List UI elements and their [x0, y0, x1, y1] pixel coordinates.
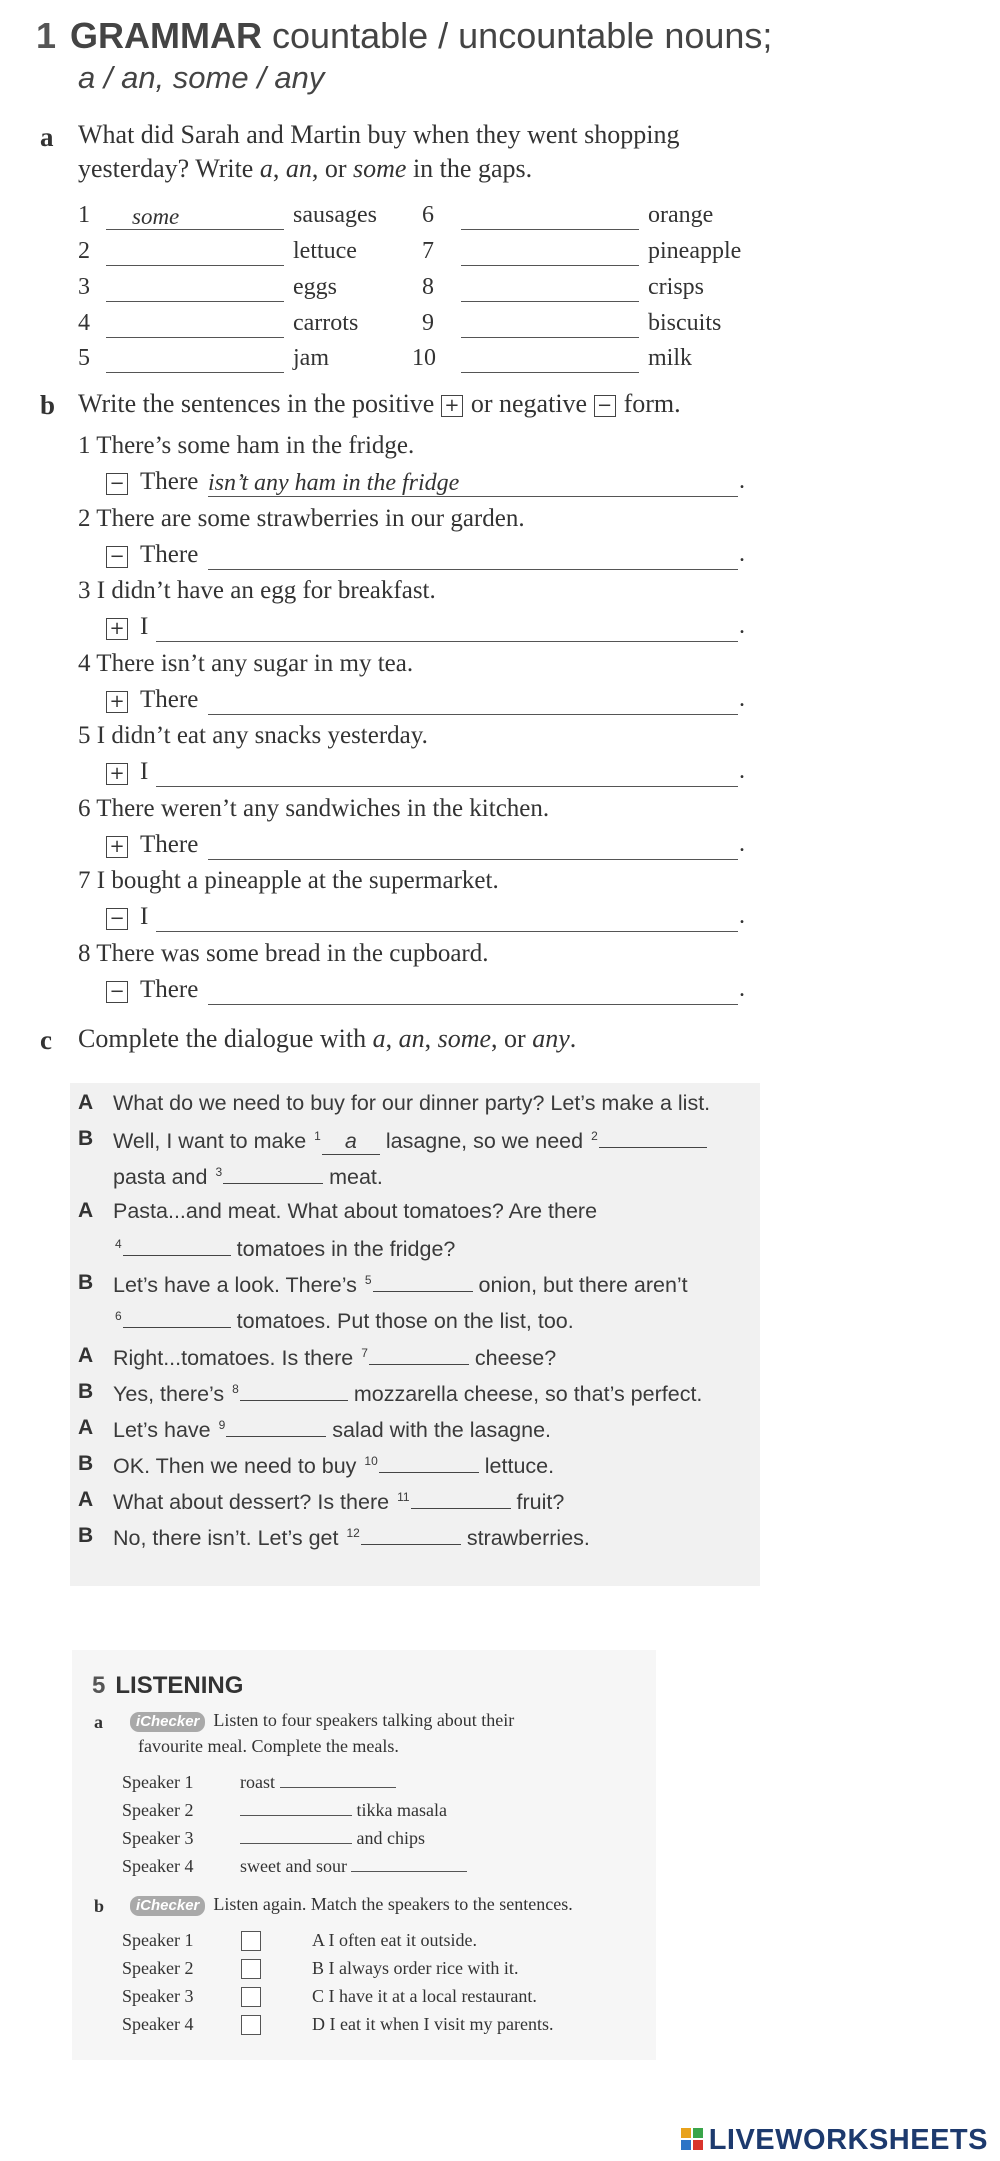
question-sentence: 3 I didn’t have an egg for breakfast. — [78, 577, 436, 604]
match-option: D I eat it when I visit my parents. — [312, 2014, 554, 2034]
item-word: milk — [648, 345, 693, 371]
dialogue-text: salad with the lasagne. — [332, 1418, 552, 1442]
answer-gap[interactable] — [461, 312, 639, 338]
full-stop: . — [739, 975, 745, 1002]
gap-number: 8 — [232, 1381, 239, 1396]
speaker-label: Speaker 3 — [122, 1986, 194, 2006]
subtopic-text: a / an, some / any — [78, 60, 325, 95]
item-number: 1 — [78, 202, 90, 228]
answer-line[interactable]: isn’t any ham in the fridge — [208, 470, 738, 497]
item-word: sausages — [293, 202, 377, 228]
part-b-instruction-mid: or negative — [470, 389, 588, 418]
match-checkbox[interactable] — [241, 1931, 261, 1951]
dialogue-text: tomatoes in the fridge? — [236, 1237, 456, 1261]
dialogue-text: lettuce. — [484, 1454, 555, 1478]
dialogue-text: meat. — [329, 1165, 383, 1189]
item-word: carrots — [293, 310, 359, 336]
dialogue-text: Well, I want to make — [113, 1129, 307, 1153]
gap-number: 6 — [115, 1308, 122, 1323]
topic-text: countable / uncountable nouns; — [272, 15, 773, 56]
gap-number: 4 — [115, 1236, 122, 1251]
meal-line — [240, 1800, 447, 1821]
question-sentence: 7 I bought a pineapple at the supermarket. — [78, 867, 499, 894]
logo-squares-icon — [681, 2128, 705, 2152]
item-number: 8 — [422, 274, 434, 300]
question-sentence: 4 There isn’t any sugar in my tea. — [78, 649, 414, 677]
answer-start: There — [140, 685, 199, 713]
item-word: eggs — [293, 274, 337, 300]
full-stop: . — [739, 758, 745, 784]
minus-box-icon: − — [106, 908, 128, 930]
dialogue-line — [113, 1524, 590, 1551]
answer-gap[interactable] — [240, 1380, 348, 1401]
dialogue-line — [113, 1344, 556, 1371]
match-checkbox[interactable] — [241, 2015, 261, 2035]
full-stop: . — [739, 540, 745, 567]
gap-number: 10 — [364, 1453, 378, 1468]
full-stop: . — [739, 830, 745, 857]
answer-gap[interactable] — [379, 1452, 479, 1473]
listening-a-text-1: Listen to four speakers talking about their — [213, 1710, 515, 1730]
item-number: 5 — [78, 345, 90, 371]
speaker-label: Speaker 1 — [122, 1930, 194, 1950]
item-word: crisps — [648, 274, 704, 300]
ichecker-badge: iChecker — [130, 1712, 205, 1732]
answer-line[interactable] — [208, 978, 738, 1005]
answer-start: There — [140, 975, 199, 1003]
meal-text: tikka masala — [356, 1800, 447, 1820]
dialogue-text: pasta and — [113, 1165, 208, 1189]
item-number: 4 — [78, 310, 90, 336]
speaker-label: A — [78, 1199, 94, 1222]
plus-box-icon: + — [106, 691, 128, 713]
dialogue-text: Right...tomatoes. Is there — [113, 1346, 354, 1370]
section-letter-b: b — [40, 390, 56, 420]
gap-number: 3 — [215, 1164, 223, 1179]
minus-box-icon: − — [106, 473, 128, 495]
section-letter-a: a — [40, 122, 54, 152]
dialogue-line — [113, 1380, 702, 1407]
match-option: A I often eat it outside. — [312, 1930, 477, 1950]
speaker-label: Speaker 2 — [122, 1958, 194, 1978]
speaker-label: B — [78, 1452, 94, 1475]
match-option: B I always order rice with it. — [312, 1958, 519, 1978]
plus-box-icon: + — [106, 836, 128, 858]
dialogue-text: No, there isn’t. Let’s get — [113, 1526, 339, 1550]
meal-text: roast — [240, 1772, 275, 1792]
answer-gap[interactable] — [461, 240, 639, 266]
match-option: C I have it at a local restaurant. — [312, 1986, 537, 2006]
dialogue-text: tomatoes. Put those on the list, too. — [236, 1309, 574, 1333]
dialogue-text: Yes, there’s — [113, 1382, 225, 1406]
speaker-label: Speaker 2 — [122, 1800, 194, 1820]
plus-box-icon: + — [441, 395, 463, 417]
minus-box-icon: − — [106, 546, 128, 568]
full-stop: . — [739, 903, 745, 929]
listening-number: 5 — [92, 1672, 106, 1699]
answer-line[interactable] — [156, 905, 738, 932]
part-c-instruction: Complete the dialogue with a, an, some, or any. — [78, 1024, 577, 1053]
item-word: orange — [648, 202, 714, 228]
speaker-label: Speaker 1 — [122, 1772, 194, 1792]
gap-number: 1 — [314, 1128, 321, 1143]
liveworksheets-logo — [681, 2124, 988, 2157]
answer-gap[interactable] — [106, 347, 284, 373]
answer-gap[interactable] — [461, 276, 639, 302]
listening-b-instruction — [130, 1894, 573, 1916]
answer-gap[interactable] — [369, 1344, 469, 1365]
answer-gap[interactable] — [106, 312, 284, 338]
question-sentence: 1 There’s some ham in the fridge. — [78, 432, 415, 459]
question-sentence: 8 There was some bread in the cupboard. — [78, 939, 489, 967]
answer-gap[interactable] — [123, 1235, 231, 1256]
meal-line — [240, 1772, 396, 1793]
dialogue-text: fruit? — [516, 1490, 565, 1514]
part-a-instruction-1: What did Sarah and Martin buy when they went shopping — [78, 120, 680, 149]
answer-gap[interactable] — [351, 1857, 467, 1872]
grammar-heading: GRAMMAR — [70, 15, 263, 56]
dialogue-line — [113, 1163, 383, 1190]
dialogue-line — [113, 1271, 688, 1298]
answer-line[interactable] — [208, 688, 738, 715]
dialogue-text: OK. Then we need to buy — [113, 1454, 357, 1478]
answer-gap[interactable] — [226, 1416, 326, 1437]
dialogue-text: What about dessert? Is there — [113, 1490, 390, 1514]
dialogue-line — [113, 1488, 564, 1515]
minus-box-icon: − — [594, 395, 616, 417]
meal-text: and chips — [356, 1828, 425, 1848]
answer-gap[interactable]: some — [106, 204, 284, 230]
speaker-label: Speaker 3 — [122, 1828, 194, 1848]
part-b-instruction-pre: Write the sentences in the positive — [78, 389, 435, 418]
match-checkbox[interactable] — [241, 1987, 261, 2007]
gap-number: 11 — [397, 1489, 410, 1504]
answer-gap[interactable] — [106, 276, 284, 302]
answer-gap[interactable] — [240, 1829, 352, 1844]
speaker-label: B — [78, 1380, 94, 1403]
answer-gap[interactable] — [280, 1773, 396, 1788]
dialogue-text: Let’s have a look. There’s — [113, 1273, 357, 1297]
exercise-number: 1 — [36, 15, 57, 56]
speaker-label: B — [78, 1127, 94, 1150]
part-b-instruction — [78, 387, 681, 421]
dialogue-text: Pasta...and meat. What about tomatoes? Are there — [113, 1199, 598, 1223]
plus-box-icon: + — [106, 618, 128, 640]
answer-gap[interactable] — [240, 1801, 352, 1816]
listening-b-text: Listen again. Match the speakers to the sentences. — [213, 1894, 573, 1914]
match-checkbox[interactable] — [241, 1959, 261, 1979]
item-word: lettuce — [293, 238, 357, 264]
answer-gap[interactable] — [361, 1524, 461, 1545]
answer-gap[interactable] — [223, 1163, 323, 1184]
full-stop: . — [739, 685, 745, 712]
gap-number: 7 — [361, 1345, 368, 1360]
answer-start: There — [140, 540, 199, 568]
speaker-label: Speaker 4 — [122, 1856, 194, 1876]
meal-line — [240, 1828, 425, 1849]
dialogue-text: Let’s have — [113, 1418, 211, 1442]
item-number: 2 — [78, 238, 90, 264]
answer-gap[interactable] — [106, 240, 284, 266]
answer-line[interactable] — [156, 760, 738, 787]
speaker-label: A — [78, 1488, 94, 1511]
item-word: jam — [293, 345, 329, 371]
dialogue-line — [113, 1235, 455, 1262]
dialogue-line — [113, 1416, 551, 1443]
answer-gap[interactable] — [373, 1271, 473, 1292]
item-word: biscuits — [648, 310, 722, 336]
speaker-label: A — [78, 1344, 94, 1367]
dialogue-line — [113, 1199, 597, 1224]
speaker-label: B — [78, 1271, 94, 1294]
meal-text: sweet and sour — [240, 1856, 347, 1876]
answer-start: There — [140, 830, 199, 858]
item-number: 7 — [422, 238, 434, 264]
logo-text: LIVEWORKSHEETS — [708, 2124, 988, 2156]
answer-start: There — [140, 468, 199, 495]
answer-start: I — [140, 613, 149, 640]
listening-heading — [92, 1672, 243, 1700]
dialogue-line — [113, 1127, 707, 1155]
listening-letter-b: b — [94, 1896, 105, 1916]
part-b-instruction-post: form. — [623, 389, 681, 418]
gap-number: 2 — [591, 1128, 598, 1143]
full-stop: . — [739, 613, 745, 639]
answer-line[interactable] — [208, 543, 738, 570]
item-number: 10 — [412, 345, 436, 371]
full-stop: . — [739, 468, 745, 494]
dialogue-text: onion, but there aren’t — [478, 1273, 688, 1297]
answer-line[interactable] — [156, 615, 738, 642]
question-sentence: 5 I didn’t eat any snacks yesterday. — [78, 722, 428, 749]
minus-box-icon: − — [106, 981, 128, 1003]
answer-start: I — [140, 758, 149, 785]
answer-start: I — [140, 903, 149, 930]
answer-line[interactable] — [208, 833, 738, 860]
dialogue-text: What do we need to buy for our dinner party? Let’s make a list. — [113, 1091, 711, 1115]
speaker-label: Speaker 4 — [122, 2014, 194, 2034]
answer-gap[interactable] — [461, 347, 639, 373]
answer-gap[interactable] — [123, 1307, 231, 1328]
answer-gap[interactable] — [411, 1488, 511, 1509]
speaker-label: A — [78, 1091, 94, 1114]
dialogue-text: mozzarella cheese, so that’s perfect. — [353, 1382, 703, 1406]
item-number: 9 — [422, 310, 434, 336]
listening-letter-a: a — [94, 1712, 103, 1732]
question-sentence: 6 There weren’t any sandwiches in the kitchen. — [78, 794, 550, 822]
answer-gap[interactable] — [599, 1127, 707, 1148]
dialogue-text: lasagne, so we need — [385, 1129, 584, 1153]
question-sentence: 2 There are some strawberries in our garden. — [78, 504, 525, 532]
meal-line — [240, 1856, 467, 1877]
answer-gap[interactable]: a — [322, 1129, 380, 1155]
section-letter-c: c — [40, 1025, 52, 1055]
ichecker-badge: iChecker — [130, 1896, 205, 1916]
plus-box-icon: + — [106, 763, 128, 785]
part-a-instruction-2: yesterday? Write a, an, or some in the gaps. — [78, 154, 533, 183]
speaker-label: B — [78, 1524, 94, 1547]
dialogue-line — [113, 1091, 710, 1116]
gap-number: 9 — [218, 1417, 226, 1432]
listening-a-text-2: favourite meal. Complete the meals. — [138, 1736, 399, 1756]
speaker-label: A — [78, 1416, 94, 1439]
item-number: 6 — [422, 202, 434, 228]
dialogue-text: strawberries. — [466, 1526, 590, 1550]
exercise-title — [36, 14, 772, 58]
answer-gap[interactable] — [461, 204, 639, 230]
listening-a-instruction — [130, 1710, 514, 1732]
dialogue-line — [113, 1307, 574, 1334]
dialogue-text: cheese? — [474, 1346, 557, 1370]
gap-number: 5 — [364, 1272, 372, 1287]
listening-title: LISTENING — [115, 1672, 244, 1699]
dialogue-line — [113, 1452, 554, 1479]
gap-number: 12 — [346, 1525, 360, 1540]
item-word: pineapple — [648, 238, 742, 264]
item-number: 3 — [78, 274, 90, 300]
